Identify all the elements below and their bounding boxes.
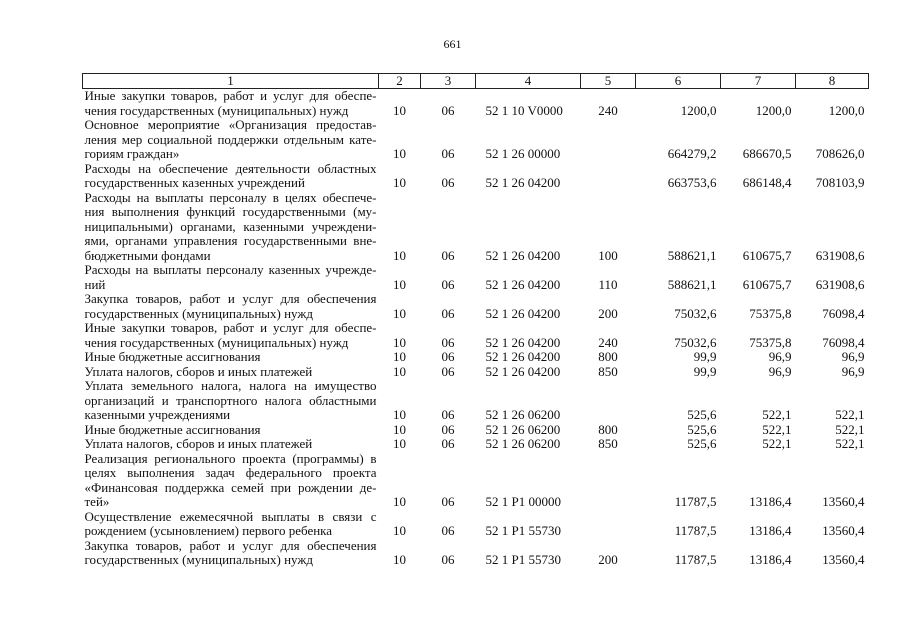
header-row (83, 74, 869, 89)
subsection-code: 06 (441, 436, 455, 451)
amount-year-1: 11787,5 (674, 523, 717, 538)
amount-year-3: 631908,6 (815, 247, 865, 263)
expense-type-code (581, 379, 636, 423)
description-line: организаций и транспортного налога областными (84, 392, 377, 408)
section-code: 10 (393, 102, 406, 118)
amount-year-2: 686148,4 (742, 175, 792, 190)
description-line: Осуществление ежемесячной выплаты в связи с (84, 508, 377, 524)
amount-year-1: 1200,0 (680, 102, 717, 118)
target-article-code: 52 1 26 00000 (485, 146, 561, 161)
row-description (83, 452, 379, 510)
description-line: Уплата налогов, сборов и иных платежей (84, 436, 313, 451)
table-row (83, 510, 869, 539)
expense-type-code: 800 (598, 421, 618, 437)
amount-year-3: 13560,4 (822, 523, 865, 538)
target-article-code: 52 1 P1 00000 (485, 494, 561, 509)
amount-year-2: 75375,8 (749, 334, 792, 350)
expense-type-code: 800 (598, 349, 618, 364)
amount-year-3: 708626,0 (815, 146, 865, 161)
row-description (83, 292, 379, 321)
section-code: 10 (393, 349, 406, 364)
row-description (83, 89, 379, 119)
description-line: Реализация регионального проекта (программы) в (84, 450, 377, 466)
amount-year-2: 13186,4 (749, 523, 792, 538)
subsection-code: 06 (441, 305, 455, 321)
section-code: 10 (393, 363, 406, 379)
subsection-code: 06 (441, 102, 455, 118)
amount-year-1: 525,6 (687, 436, 717, 451)
expense-type-code: 200 (598, 552, 618, 567)
amount-year-2: 522,1 (762, 421, 792, 437)
section-code: 10 (393, 523, 406, 538)
target-article-code: 52 1 26 04200 (485, 305, 561, 321)
description-line: Иные бюджетные ассигнования (84, 349, 261, 364)
budget-table (82, 73, 869, 568)
expense-type-code (581, 452, 636, 510)
subsection-code: 06 (441, 276, 455, 292)
expense-type-code: 850 (598, 363, 618, 379)
description-line: Закупка товаров, работ и услуг для обеспечения (84, 291, 377, 306)
section-code: 10 (393, 146, 406, 161)
col-header-8: 8 (796, 74, 869, 89)
description-line: государственных казенных учреждений (84, 175, 305, 190)
amount-year-1: 11787,5 (674, 494, 717, 509)
target-article-code: 52 1 26 04200 (485, 247, 561, 263)
subsection-code: 06 (441, 363, 455, 379)
description-line: Основное мероприятие «Организация предостав- (84, 117, 377, 132)
description-line: Иные закупки товаров, работ и услуг для обеспе- (84, 320, 377, 335)
table-row (83, 423, 869, 438)
subsection-code: 06 (441, 175, 455, 190)
section-code: 10 (393, 494, 406, 509)
table-row (83, 350, 869, 365)
section-code: 10 (393, 552, 406, 567)
description-line: Иные бюджетные ассигнования (84, 421, 261, 437)
row-description (83, 510, 379, 539)
description-line: государственных (муниципальных) нужд (84, 305, 313, 321)
subsection-code: 06 (441, 349, 455, 364)
section-code: 10 (393, 305, 406, 321)
description-line: Уплата земельного налога, налога на имущество (84, 378, 377, 393)
subsection-code: 06 (441, 523, 455, 538)
amount-year-2: 13186,4 (749, 552, 792, 567)
amount-year-3: 1200,0 (828, 102, 865, 118)
row-description (83, 162, 379, 191)
expense-type-code: 240 (598, 334, 618, 350)
table-row (83, 321, 869, 350)
expense-type-code: 100 (598, 247, 618, 263)
description-line: «Финансовая поддержка семей при рождении де- (84, 479, 377, 495)
amount-year-2: 75375,8 (749, 305, 792, 321)
col-header-2: 2 (379, 74, 421, 89)
target-article-code: 52 1 26 04200 (485, 276, 561, 292)
subsection-code: 06 (441, 247, 455, 263)
subsection-code: 06 (441, 407, 455, 422)
row-description (83, 263, 379, 292)
target-article-code: 52 1 26 06200 (485, 421, 561, 437)
expense-type-code (581, 510, 636, 539)
amount-year-3: 631908,6 (815, 276, 865, 292)
amount-year-3: 96,9 (841, 349, 865, 364)
target-article-code: 52 1 26 04200 (485, 349, 561, 364)
description-line: чения государственных (муниципальных) нужд (84, 334, 349, 350)
description-line: рождением (усыновлением) первого ребенка (84, 523, 333, 538)
subsection-code: 06 (441, 552, 455, 567)
amount-year-3: 522,1 (835, 421, 865, 437)
description-line: ний (84, 276, 106, 292)
section-code: 10 (393, 334, 406, 350)
amount-year-1: 11787,5 (674, 552, 717, 567)
amount-year-1: 525,6 (687, 421, 717, 437)
amount-year-2: 1200,0 (755, 102, 792, 118)
amount-year-3: 13560,4 (822, 494, 865, 509)
description-line: государственных (муниципальных) нужд (84, 552, 313, 567)
description-line: гориям граждан» (84, 146, 180, 161)
amount-year-1: 588621,1 (667, 276, 717, 292)
row-description (83, 423, 379, 438)
table-row (83, 89, 869, 119)
amount-year-2: 522,1 (762, 407, 792, 422)
col-header-3: 3 (421, 74, 476, 89)
table-row (83, 162, 869, 191)
description-line: ния выполнения функций государственными (му- (84, 204, 377, 219)
expense-type-code (581, 118, 636, 162)
description-line: Расходы на обеспечение деятельности областных (84, 160, 377, 176)
col-header-1: 1 (83, 74, 379, 89)
description-line: ления мер социальной поддержки отдельным кате- (84, 131, 377, 147)
target-article-code: 52 1 P1 55730 (485, 523, 561, 538)
section-code: 10 (393, 407, 406, 422)
amount-year-1: 588621,1 (667, 247, 717, 263)
col-header-5: 5 (581, 74, 636, 89)
target-article-code: 52 1 26 06200 (485, 407, 561, 422)
section-code: 10 (393, 175, 406, 190)
amount-year-1: 664279,2 (667, 146, 717, 161)
section-code: 10 (393, 436, 406, 451)
table-row (83, 263, 869, 292)
description-line: чения государственных (муниципальных) нужд (84, 102, 349, 118)
expense-type-code: 850 (598, 436, 618, 451)
target-article-code: 52 1 26 04200 (485, 175, 561, 190)
expense-type-code (581, 162, 636, 191)
subsection-code: 06 (441, 421, 455, 437)
description-line: ниципальными) органами, казенными учреждени- (84, 218, 377, 234)
table-row (83, 452, 869, 510)
subsection-code: 06 (441, 146, 455, 161)
description-line: целях выполнения задач федерального проекта (84, 465, 377, 480)
amount-year-1: 99,9 (693, 349, 717, 364)
table-row (83, 379, 869, 423)
row-description (83, 350, 379, 365)
amount-year-3: 76098,4 (822, 334, 865, 350)
section-code: 10 (393, 421, 406, 437)
description-line: бюджетными фондами (84, 247, 211, 263)
description-line: казенными учреждениями (84, 407, 231, 422)
target-article-code: 52 1 P1 55730 (485, 552, 561, 567)
section-code: 10 (393, 276, 406, 292)
description-line: ями, органами управления государственными вне- (84, 233, 377, 248)
row-description (83, 321, 379, 350)
row-description (83, 191, 379, 264)
amount-year-1: 525,6 (687, 407, 717, 422)
amount-year-3: 708103,9 (815, 175, 865, 190)
target-article-code: 52 1 26 04200 (485, 334, 561, 350)
amount-year-2: 96,9 (768, 363, 792, 379)
table-row (83, 118, 869, 162)
table-row (83, 539, 869, 568)
table-row (83, 365, 869, 380)
amount-year-1: 75032,6 (674, 334, 717, 350)
row-description (83, 539, 379, 568)
row-description (83, 365, 379, 380)
row-description (83, 118, 379, 162)
col-header-7: 7 (721, 74, 796, 89)
amount-year-2: 610675,7 (742, 276, 792, 292)
table-row (83, 292, 869, 321)
row-description (83, 379, 379, 423)
amount-year-3: 96,9 (841, 363, 865, 379)
description-line: Расходы на выплаты персоналу казенных учрежде- (84, 262, 377, 277)
amount-year-3: 13560,4 (822, 552, 865, 567)
amount-year-2: 96,9 (768, 349, 792, 364)
amount-year-2: 13186,4 (749, 494, 792, 509)
col-header-4: 4 (476, 74, 581, 89)
amount-year-3: 522,1 (835, 436, 865, 451)
description-line: Закупка товаров, работ и услуг для обеспечения (84, 537, 377, 553)
subsection-code: 06 (441, 494, 455, 509)
expense-type-code: 110 (598, 276, 618, 292)
target-article-code: 52 1 10 V0000 (485, 102, 563, 118)
target-article-code: 52 1 26 04200 (485, 363, 561, 379)
amount-year-1: 99,9 (693, 363, 717, 379)
subsection-code: 06 (441, 334, 455, 350)
amount-year-3: 76098,4 (822, 305, 865, 321)
description-line: тей» (84, 494, 110, 509)
description-line: Уплата налогов, сборов и иных платежей (84, 363, 313, 379)
row-description (83, 437, 379, 452)
description-line: Расходы на выплаты персоналу в целях обеспече- (84, 189, 377, 205)
col-header-6: 6 (636, 74, 721, 89)
expense-type-code: 240 (598, 102, 618, 118)
amount-year-3: 522,1 (835, 407, 865, 422)
target-article-code: 52 1 26 06200 (485, 436, 561, 451)
table-row (83, 191, 869, 264)
page-number: 661 (443, 37, 462, 51)
table-row (83, 437, 869, 452)
amount-year-2: 686670,5 (742, 146, 792, 161)
amount-year-1: 75032,6 (674, 305, 717, 321)
amount-year-2: 522,1 (762, 436, 792, 451)
amount-year-2: 610675,7 (742, 247, 792, 263)
amount-year-1: 663753,6 (667, 175, 717, 190)
expense-type-code: 200 (598, 305, 618, 321)
section-code: 10 (393, 247, 406, 263)
description-line: Иные закупки товаров, работ и услуг для обеспе- (84, 88, 377, 103)
